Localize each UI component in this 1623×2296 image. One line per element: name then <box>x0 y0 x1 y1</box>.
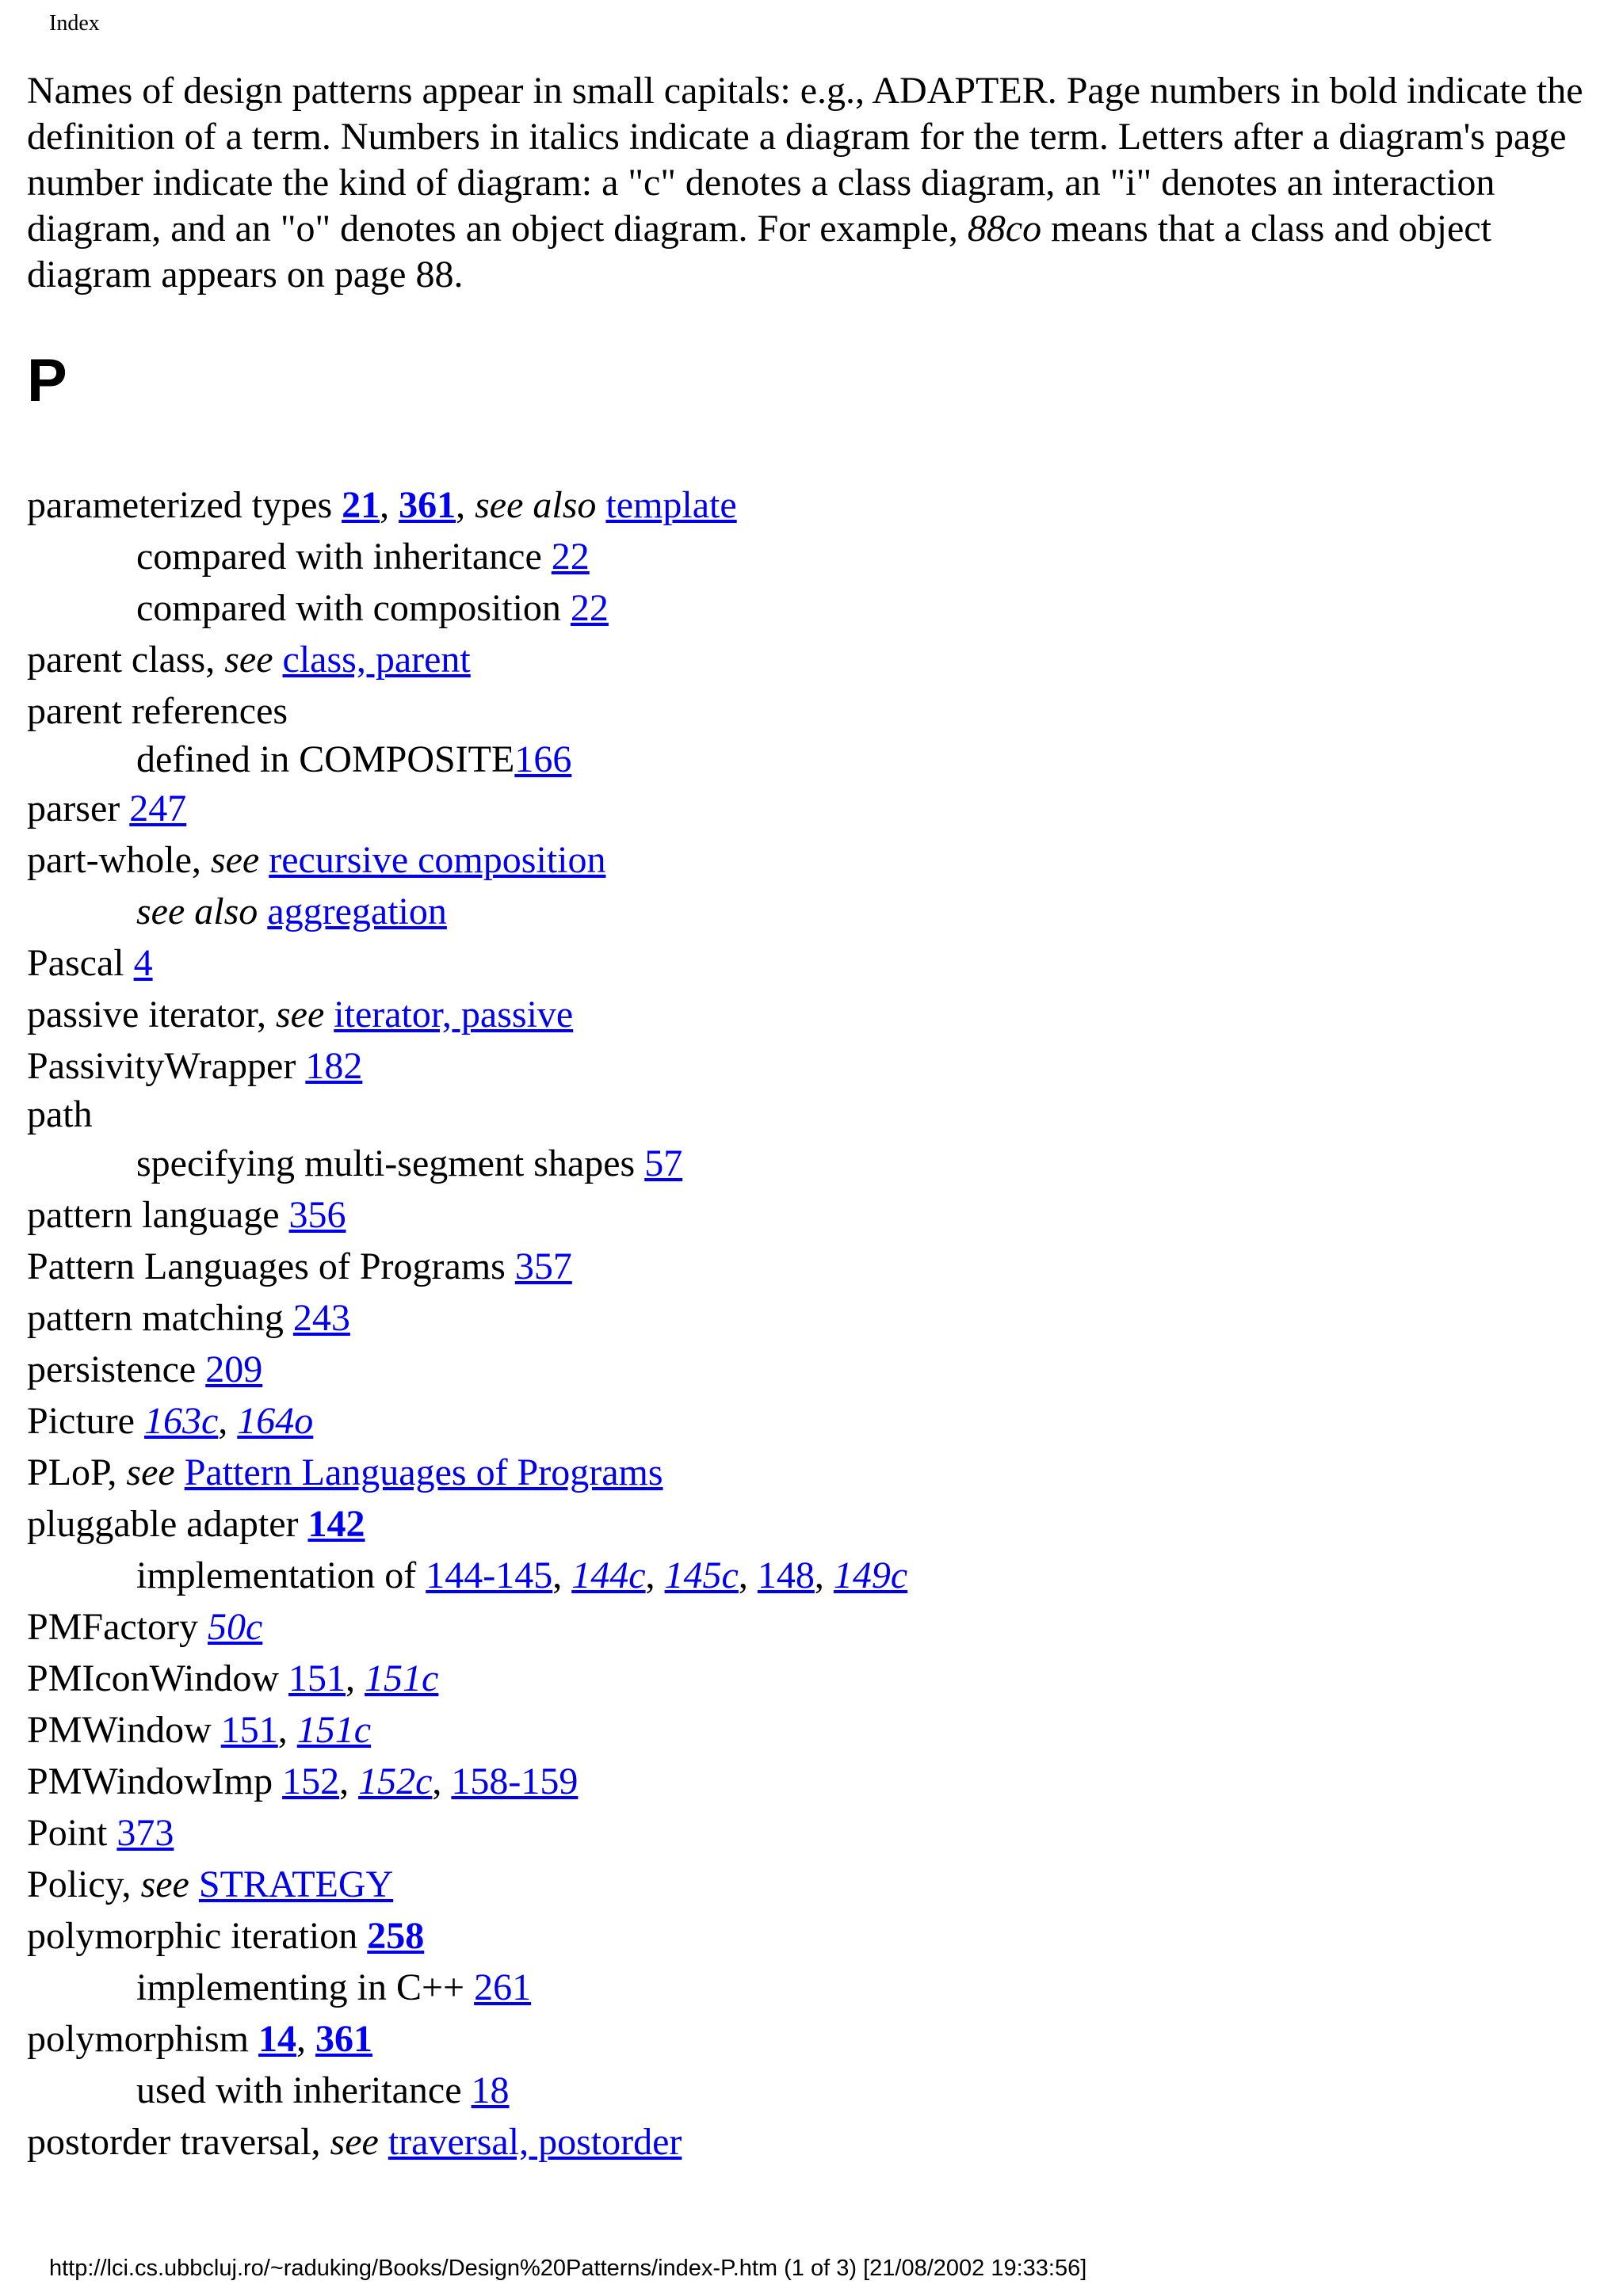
index-entry <box>27 1447 907 1498</box>
page-ref-link[interactable]: 182 <box>305 1045 363 1087</box>
index-entry <box>27 937 907 989</box>
pattern-name-adapter: ADAPTER <box>872 70 1048 112</box>
index-list <box>27 479 907 2168</box>
page-ref-link[interactable]: 247 <box>129 788 187 830</box>
index-subentry <box>27 531 907 582</box>
page-ref-link[interactable]: 361 <box>315 2018 373 2060</box>
index-entry <box>27 1040 907 1092</box>
index-term: PMFactory <box>27 1606 198 1648</box>
see-link[interactable]: Pattern Languages of Programs <box>184 1451 663 1493</box>
intro-paragraph <box>27 68 1604 298</box>
index-entry <box>27 1601 907 1653</box>
page-ref-link[interactable]: 145c <box>664 1554 739 1596</box>
see-label: see <box>126 1451 175 1493</box>
index-entry: PMWindow 151, 151c <box>27 1709 372 1751</box>
see-label: see <box>140 1863 189 1905</box>
see-link[interactable]: traversal, postorder <box>388 2121 682 2163</box>
index-term: compared with inheritance <box>136 536 542 578</box>
page-header: Index <box>49 11 100 36</box>
index-term: parser <box>27 788 120 830</box>
index-term: Picture <box>27 1400 135 1442</box>
page-ref-link[interactable]: 152 <box>282 1760 340 1802</box>
index-entry: Picture 163c, 164o <box>27 1400 314 1442</box>
index-term: implementing in C++ <box>136 1966 465 2008</box>
index-term: compared with composition <box>136 587 561 629</box>
section-heading: P <box>27 347 67 414</box>
see-link[interactable]: iterator, passive <box>334 994 574 1035</box>
page-footer-url: http://lci.cs.ubbcluj.ro/~raduking/Books/Design%20Patterns/index-P.htm (1 of 3) [21/08/2002 19:33:56] <box>49 2256 1087 2281</box>
page-ref-link[interactable]: 152c <box>358 1760 433 1802</box>
index-entry <box>27 1092 907 1138</box>
page-ref-link[interactable]: 209 <box>205 1348 263 1390</box>
page-ref-link[interactable]: 258 <box>367 1915 425 1957</box>
index-entry <box>27 1807 907 1859</box>
page-ref-link[interactable]: 57 <box>644 1142 683 1184</box>
see-label: see <box>330 2121 379 2163</box>
index-subentry <box>27 1962 907 2013</box>
index-term: PMIconWindow <box>27 1657 280 1699</box>
page-ref-link[interactable]: 149c <box>833 1554 908 1596</box>
index-term: polymorphic iteration <box>27 1915 358 1957</box>
see-link[interactable]: template <box>605 484 737 526</box>
index-entry <box>27 1344 907 1395</box>
page-ref-link[interactable]: 151c <box>365 1657 439 1699</box>
page-ref-link[interactable]: 50c <box>208 1606 263 1648</box>
see-link[interactable] <box>199 1863 393 1905</box>
page-ref-link[interactable]: 144c <box>571 1554 646 1596</box>
index-subentry <box>27 1138 907 1189</box>
page-ref-link[interactable]: 261 <box>474 1966 532 2008</box>
index-term: PassivityWrapper <box>27 1045 296 1087</box>
index-term: pattern language <box>27 1194 280 1236</box>
index-entry <box>27 1498 907 1550</box>
see-label: see also <box>136 891 258 933</box>
index-term: PMWindow <box>27 1709 212 1751</box>
see-link[interactable]: aggregation <box>267 891 447 933</box>
index-subentry: implementation of 144-145, 144c, 145c, 148, 149c <box>136 1554 908 1596</box>
index-entry <box>27 1292 907 1344</box>
intro-text: means that a class and object diagram appears on page 88. <box>27 208 1491 296</box>
page-ref-link[interactable]: 158-159 <box>451 1760 579 1802</box>
index-term: postorder traversal, <box>27 2121 321 2163</box>
page-ref-link[interactable]: 22 <box>570 587 609 629</box>
see-label: see <box>224 639 273 681</box>
page-ref-link[interactable]: 243 <box>292 1297 350 1339</box>
page-ref-link[interactable]: 164o <box>237 1400 314 1442</box>
see-label: see <box>210 839 260 881</box>
see-link-smallcaps: TRATEGY <box>220 1863 394 1905</box>
index-entry <box>27 1910 907 1962</box>
index-subentry <box>27 2065 907 2116</box>
intro-text: . Page numbers in bold indicate the definition of a term. Numbers in italics indicate a diagram for the term. Letters after a diagram's page number indicate the kind of diagram: a "c" denotes a class diagram, an "i" denotes an interaction diagram, and an "o" denotes an object diagram. For example, <box>27 70 1583 250</box>
index-entry <box>27 685 907 737</box>
index-entry <box>27 634 907 685</box>
index-term: Policy, <box>27 1863 132 1905</box>
see-link-initial: S <box>198 1863 220 1905</box>
page-ref-link[interactable]: 4 <box>133 942 153 984</box>
page-ref-link[interactable]: 356 <box>288 1194 346 1236</box>
intro-example: 88co <box>967 208 1042 250</box>
index-entry <box>27 834 907 886</box>
index-term: polymorphism <box>27 2018 250 2060</box>
index-subentry <box>27 886 907 937</box>
intro-text: Names of design patterns appear in small capitals: e.g., <box>27 70 873 112</box>
see-label: see <box>275 994 325 1035</box>
index-term: defined in C <box>136 738 325 780</box>
index-term: used with inheritance <box>136 2069 462 2111</box>
index-term: parent references <box>27 690 288 732</box>
index-term: specifying multi-segment shapes <box>136 1142 636 1184</box>
index-term: persistence <box>27 1348 197 1390</box>
page-ref-link[interactable]: 14 <box>258 2018 297 2060</box>
index-entry <box>27 783 907 834</box>
index-subentry <box>27 737 907 783</box>
see-link[interactable]: class, parent <box>282 639 471 681</box>
index-term: PLoP, <box>27 1451 117 1493</box>
index-term: part-whole, <box>27 839 201 881</box>
page-ref-link[interactable]: 373 <box>116 1812 174 1854</box>
index-term: parent class, <box>27 639 216 681</box>
index-term: path <box>27 1093 93 1135</box>
index-term: Point <box>27 1812 108 1854</box>
index-term: implementation of <box>136 1554 417 1596</box>
index-term: pattern matching <box>27 1297 284 1339</box>
page-ref-link[interactable]: 18 <box>471 2069 510 2111</box>
page-ref-link[interactable]: 151 <box>288 1657 346 1699</box>
page-ref-link[interactable]: 361 <box>399 484 456 526</box>
index-term: PMWindowImp <box>27 1760 273 1802</box>
index-term-smallcaps: OMPOSITE <box>324 738 515 780</box>
index-term: passive iterator, <box>27 994 266 1035</box>
index-entry <box>27 989 907 1040</box>
index-entry: parameterized types 21, 361, see also template <box>27 484 737 526</box>
index-entry <box>27 2116 907 2168</box>
index-term: pluggable adapter <box>27 1503 299 1545</box>
page-ref-link[interactable]: 166 <box>514 738 572 780</box>
index-entry: polymorphism 14, 361 <box>27 2018 373 2060</box>
page-ref-link[interactable]: 142 <box>307 1503 365 1545</box>
see-link[interactable]: recursive composition <box>269 839 606 881</box>
page-ref-link[interactable]: 144-145 <box>426 1554 553 1596</box>
index-entry <box>27 1859 907 1910</box>
index-term: Pattern Languages of Programs <box>27 1245 506 1287</box>
page-ref-link[interactable]: 163c <box>143 1400 219 1442</box>
index-entry <box>27 1241 907 1292</box>
page-ref-link[interactable]: 357 <box>514 1245 572 1287</box>
page-ref-link[interactable]: 21 <box>342 484 380 526</box>
index-entry: PMWindowImp 152, 152c, 158-159 <box>27 1760 579 1802</box>
index-subentry <box>27 582 907 634</box>
index-entry <box>27 1189 907 1241</box>
see-label: see also <box>475 484 597 526</box>
index-entry: PMIconWindow 151, 151c <box>27 1657 439 1699</box>
page-ref-link[interactable]: 148 <box>757 1554 815 1596</box>
page-ref-link[interactable]: 151 <box>220 1709 278 1751</box>
index-term: Pascal <box>27 942 124 984</box>
page-ref-link[interactable]: 22 <box>551 536 590 578</box>
index-term: parameterized types <box>27 484 333 526</box>
page-ref-link[interactable]: 151c <box>296 1709 372 1751</box>
